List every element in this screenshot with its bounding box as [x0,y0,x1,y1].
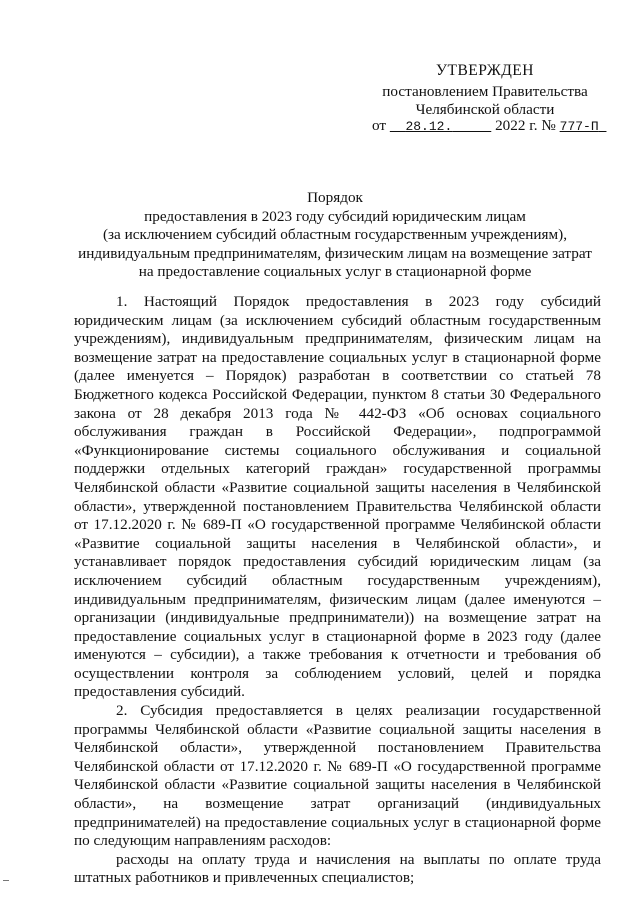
number-label: № [541,117,556,134]
title-line-4: на предоставление социальных услуг в стационарной форме [138,263,532,281]
document-title [70,189,600,282]
title-line-2: (за исключением субсидий областным государственным учреждениям), [102,226,568,244]
approval-line-2: Челябинской области [415,101,555,119]
title-word: Порядок [307,189,363,206]
approval-year: 2022 г. [495,117,538,134]
approval-date: 28.12. [405,119,453,134]
margin-mark [3,880,9,881]
approval-stamp [370,62,600,120]
document-body [74,293,601,888]
title-line-1: предоставления в 2023 году субсидий юридическим лицам [144,207,526,225]
approval-heading: УТВЕРЖДЕН [436,62,534,79]
approval-date-number [372,117,606,137]
from-label: от [372,117,387,134]
paragraph-1: 1. Настоящий Порядок предоставления в 2023 году субсидий юридическим лицам (за исключением субсидий областным государственным учреждениям), индивидуальным предпринимателям, физическим лицам на возмещение затрат на предоставление социальных услуг в стационарной форме (далее именуется – Порядок) разработан в соответствии со статьей 78 Бюджетного кодекса Российской Федерации, пунктом 8 статьи 30 Федерального закона от 28 декабря 2013 года № 442-ФЗ «Об основах социального обслуживания граждан в Российской Федерации», подпрограммой «Функционирование системы социального обслуживания и социальной поддержки отдельных категорий граждан» государственной программы Челябинской области «Развитие социальной защиты населения в Челябинской области», утвержденной постановлением Правительства Челябинской области от 17.12.2020 г. № 689-П «О государственной программе Челябинской области «Развитие социальной защиты населения в Челябинской области», и устанавливает порядок предоставления субсидий юридическим лицам (за исключением субсидий областным государственным учреждениям), индивидуальным предпринимателям, физическим лицам (далее именуются – организации (индивидуальные предприниматели)) на возмещение затрат на предоставление социальных услуг в стационарной форме в 2023 году (далее именуются – субсидии), а также требования к отчетности и требования об осуществлении контроля за соблюдением условий, целей и порядка предоставления субсидий. [74,293,601,701]
approval-line-1: постановлением Правительства [382,82,588,100]
approval-number: 777-П [559,119,599,134]
title-line-3: индивидуальным предпринимателям, физическим лицам на возмещение затрат [78,244,592,262]
paragraph-2: 2. Субсидия предоставляется в целях реализации государственной программы Челябинской области «Развитие социальной защиты населения в Челябинской области», утвержденной постановлением Правительства Челябинской области от 17.12.2020 г. № 689-П «О государственной программе Челябинской области «Развитие социальной защиты населения в Челябинской области», на возмещение затрат организаций (индивидуальных предпринимателей) на предоставление социальных услуг в стационарной форме по следующим направлениям расходов: [74,702,601,850]
paragraph-3: расходы на оплату труда и начисления на выплаты по оплате труда штатных работников и привлеченных специалистов; [74,850,601,887]
